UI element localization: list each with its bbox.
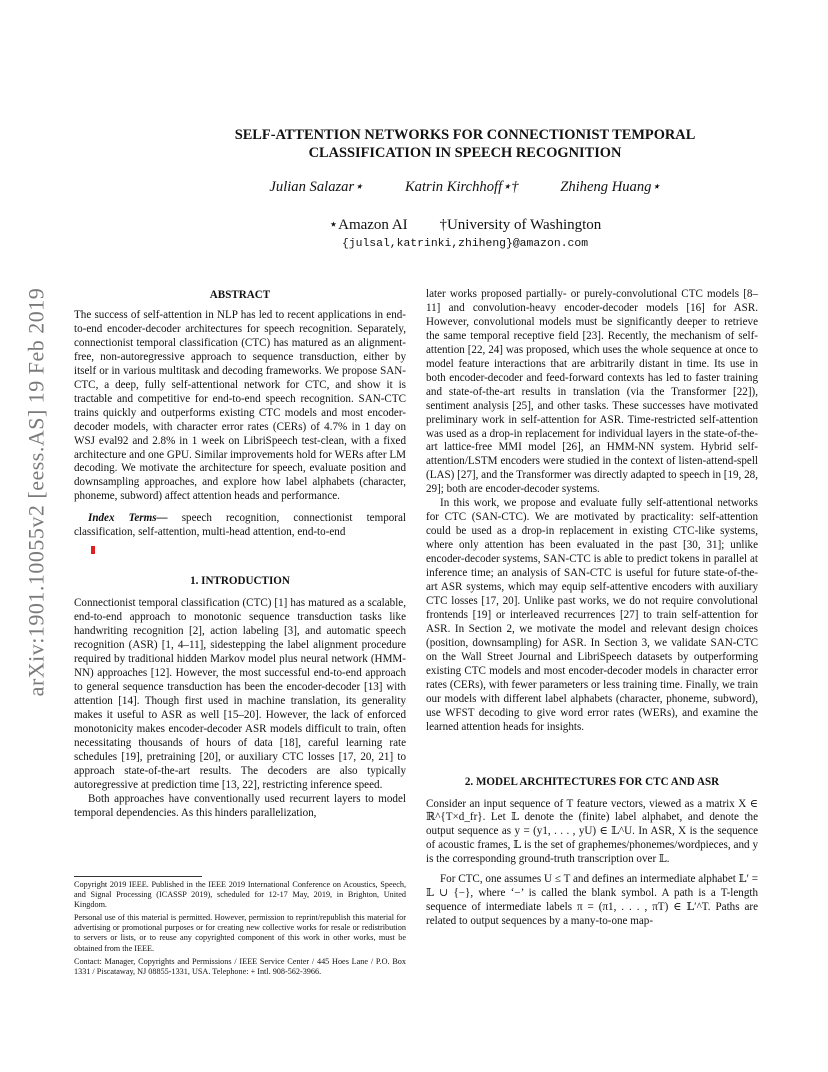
footnote-permission: Personal use of this material is permitted. However, permission to reprint/republish this material for advertising or promotional purposes or for creating new collective works for resale or redistribution to servers or lists, or to reuse any copyrighted component of this work in other works, must be obtained from the IEEE. xyxy=(74,913,406,953)
right-paragraph-1: later works proposed partially- or purely-convolutional CTC models [8–11] and convolution-heavy encoder-decoder models [16] for ASR. However, convolutional models must be significantly deeper to retrieve the same temporal receptive field [23]. Recently, the mechanism of self-attention [22, 24] was proposed, which uses the whole sequence at once to model feature interactions that are arbitrarily distant in time. Its use in both encoder-decoder and feed-forward contexts has led to faster training and state-of-the-art results in translation (via the Transformer [22]), sentiment analysis [25], and other tasks. These successes have motivated preliminary work in self-attention for ASR. Time-restricted self-attention was used as a drop-in replacement for individual layers in the state-of-the-art lattice-free MMI model [26], an HMM-NN system. Hybrid self-attention/LSTM encoders were studied in the context of listen-attend-spell (LAS) [27], and the Transformer was directly adapted to speech in [19, 28, 29]; both are encoder-decoder systems. xyxy=(426,288,758,496)
footnote-copyright: Copyright 2019 IEEE. Published in the IEEE 2019 International Conference on Acoustics, Speech, and Signal Processing (ICASSP 2019), scheduled for 12-17 May, 2019, in Brighton, United Kingdom. xyxy=(74,880,406,910)
affiliation-list xyxy=(74,215,828,234)
section-2-paragraph-1: Consider an input sequence of T feature vectors, viewed as a matrix X ∈ ℝ^{T×d_fr}. Let 𝕃 denote the (finite) label alphabet, and denote the output sequence as y = (y1, . . . , yU) ∈ 𝕃^U. In ASR, X is the sequence of acoustic frames, 𝕃 is the set of graphemes/phonemes/wordpieces, and y is the corresponding ground-truth transcription over 𝕃. xyxy=(426,797,758,866)
footnote-rule xyxy=(74,876,202,877)
title-line-2: CLASSIFICATION IN SPEECH RECOGNITION xyxy=(308,144,622,161)
section-2-paragraph-2: For CTC, one assumes U ≤ T and defines an intermediate alphabet 𝕃′ = 𝕃 ∪ {−}, where ‘−’ is called the blank symbol. A path is a T-length sequence of intermediate labels π = (π1, . . . , πT) ∈ 𝕃′^T. Paths are related to output sequences by a many-to-one map- xyxy=(426,873,758,928)
author-3: Zhiheng Huang⋆ xyxy=(560,179,661,195)
author-list xyxy=(74,178,828,196)
section-1-paragraph-1: Connectionist temporal classification (CTC) [1] has matured as a scalable, end-to-end approach to monotonic sequence transduction tasks like handwriting recognition [2], action labeling [3], and automatic speech recognition (ASR) [1, 4–11], sidestepping the label alignment procedure required by traditional hidden Markov model plus neural network (HMM-NN) approaches [12]. However, the most successful end-to-end approach to general sequence transduction has been the encoder-decoder [13] with attention [14]. Though first used in machine translation, its generality makes it useful to ASR as well [15–20]. However, the lack of enforced monotonicity makes encoder-decoder ASR models difficult to train, often necessitating thousands of hours of data [18], careful learning rate schedules [19], pretraining [20], or auxiliary CTC losses [17, 20, 21] to approach state-of-the-art results. The decoders are also typically autoregressive at prediction time [13, 22], restricting inference speed. xyxy=(74,597,406,791)
footnote-contact: Contact: Manager, Copyrights and Permissions / IEEE Service Center / 445 Hoes Lane / P.O. Box 1331 / Piscataway, NJ 08855-1331, USA. Telephone: + Intl. 908-562-3966. xyxy=(74,956,406,976)
abstract-text: The success of self-attention in NLP has led to recent applications in end-to-end encoder-decoder architectures for speech recognition. Separately, connectionist temporal classification (CTC) has matured as an alignment-free, non-autoregressive approach to sequence transduction, either by itself or in various multitask and decoding frameworks. We propose SAN-CTC, a deep, fully self-attentional network for CTC, and show it is tractable and competitive for end-to-end speech recognition. SAN-CTC trains quickly and outperforms existing CTC models and most encoder-decoder models, with character error rates (CERs) of 4.7% in 1 day on WSJ eval92 and 2.8% in 1 week on LibriSpeech test-clean, with a fixed architecture and one GPU. Similar improvements hold for WERs after LM decoding. We motivate the architecture for speech, evaluate position and downsampling approaches, and explore how label alphabets (character, phoneme, subword) affect attention heads and performance. xyxy=(74,309,406,503)
left-column xyxy=(74,288,406,821)
title-line-1: SELF-ATTENTION NETWORKS FOR CONNECTIONIST TEMPORAL xyxy=(234,127,696,143)
abstract-heading: ABSTRACT xyxy=(209,289,271,301)
index-terms-text: speech recognition, connectionist temporal classification, self-attention, multi-head attention, end-to-end xyxy=(74,512,406,539)
affiliation-2: †University of Washington xyxy=(439,217,602,233)
right-column xyxy=(426,288,758,929)
section-1-paragraph-2: Both approaches have conventionally used recurrent layers to model temporal dependencies. As this hinders parallelization, xyxy=(74,792,406,819)
section-2-heading: 2. MODEL ARCHITECTURES FOR CTC AND ASR xyxy=(464,775,720,788)
arxiv-identifier xyxy=(16,282,56,702)
index-terms-label: Index Terms— xyxy=(88,512,168,525)
author-emails: {julsal,katrinki,zhiheng}@amazon.com xyxy=(341,238,589,250)
copyright-footnote xyxy=(74,876,406,980)
author-2: Katrin Kirchhoff⋆† xyxy=(404,179,519,195)
margin-marker-icon xyxy=(91,546,95,554)
right-paragraph-2: In this work, we propose and evaluate fully self-attentional networks for CTC (SAN-CTC). We are motivated by practicality: self-attention could be used as a drop-in replacement in existing CTC-like systems, where only attention has been evaluated in the past [30, 31]; unlike encoder-decoder systems, SAN-CTC is able to predict tokens in parallel at inference time; an analysis of SAN-CTC is useful for future state-of-the-art ASR systems, which may equip self-attentive encoders with auxiliary CTC losses [17, 20]. Unlike past works, we do not require convolutional frontends [19] or interleaved recurrences [27] to train self-attention for ASR. In Section 2, we motivate the model and relevant design choices (position, downsampling) for ASR. In Section 3, we validate SAN-CTC on the Wall Street Journal and LibriSpeech datasets by outperforming existing CTC models and most encoder-decoder models in character error rates (CERs), with fewer parameters or less training time. Finally, we train our models with different label alphabets (character, phoneme, subword), use WFST decoding to give word error rates (WERs), and examine the learned attention heads for insights. xyxy=(426,497,758,733)
author-1: Julian Salazar⋆ xyxy=(269,179,364,195)
arxiv-identifier-text: arXiv:1901.10055v2 [eess.AS] 19 Feb 2019 xyxy=(23,287,49,697)
section-1-heading: 1. INTRODUCTION xyxy=(190,575,290,588)
index-terms xyxy=(74,512,406,540)
affiliation-1: ⋆Amazon AI xyxy=(328,217,408,233)
paper-title xyxy=(74,127,828,162)
